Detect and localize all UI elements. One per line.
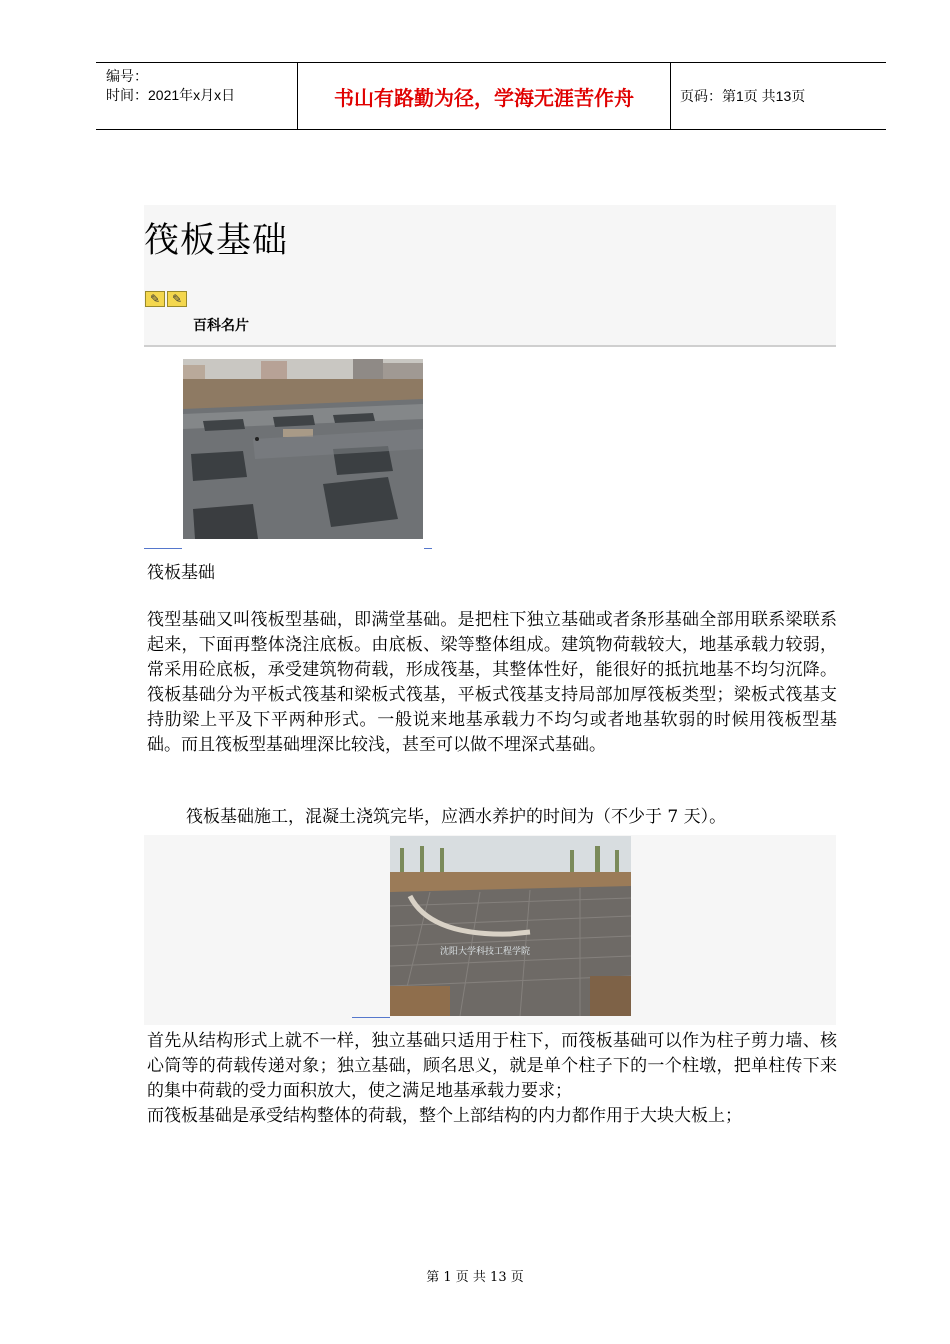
- page-footer: 第 1 页 共 13 页: [426, 1270, 524, 1285]
- header-page-cell: [671, 63, 886, 129]
- foundation-photo-1[interactable]: [183, 359, 423, 539]
- paragraph: 筏板基础施工，混凝土浇筑完毕，应洒水养护的时间为（不少于 7 天）。: [186, 807, 727, 827]
- time-label: 时间：2021年x月x日: [106, 87, 236, 103]
- card-label: 百科名片: [193, 318, 249, 334]
- serial-label: 编号：: [106, 68, 148, 84]
- page-label: 页码：第1页 共13页: [680, 88, 806, 104]
- edit-icon[interactable]: ✎: [167, 291, 187, 307]
- header-motto-cell: [297, 63, 671, 129]
- title-section: [144, 205, 836, 345]
- motto-text: 书山有路勤为径，学海无涯苦作舟: [334, 85, 634, 110]
- paragraph-line: 而筏板基础是承受结构整体的荷载，整个上部结构的内力都作用于大块大板上；: [147, 1106, 742, 1126]
- page-header: [96, 62, 886, 130]
- edit-icon[interactable]: ✎: [145, 291, 165, 307]
- paragraph: 筏型基础又叫筏板型基础，即满堂基础。是把柱下独立基础或者条形基础全部用联系梁联系起来，下面再整体浇注底板。由底板、梁等整体组成。建筑物荷载较大，地基承载力较弱，常采用砼底板，承受建筑物荷载，形成筏基，其整体性好，能很好的抵抗地基不均匀沉降。筏板基础分为平板式筏基和梁板式筏基，平板式筏基支持局部加厚筏板类型；梁板式筏基支持肋梁上平及下平两种形式。一般说来地基承载力不均匀或者地基软弱的时候用筏板型基础。而且筏板型基础埋深比较浅，甚至可以做不埋深式基础。: [147, 610, 837, 755]
- article-title: 筏板基础: [144, 221, 289, 261]
- paragraph-line: 首先从结构形式上就不一样，独立基础只适用于柱下，而筏板基础可以作为柱子剪力墙、核心筒等的荷载传递对象；独立基础，顾名思义，就是单个柱子下的一个柱墩，把单柱传下来的集中荷载的受力面积放大，使之满足地基承载力要求；: [147, 1031, 837, 1101]
- link-underline: [424, 548, 432, 549]
- header-meta: [96, 63, 297, 129]
- divider: [144, 345, 836, 347]
- image-caption: 筏板基础: [147, 563, 215, 583]
- photo-watermark: 沈阳大学科技工程学院: [440, 947, 531, 957]
- foundation-photo-2[interactable]: [390, 836, 631, 1016]
- link-underline: [352, 1017, 390, 1018]
- paragraph: [147, 1029, 837, 1129]
- edit-icons: [145, 291, 187, 307]
- link-underline: [144, 548, 182, 549]
